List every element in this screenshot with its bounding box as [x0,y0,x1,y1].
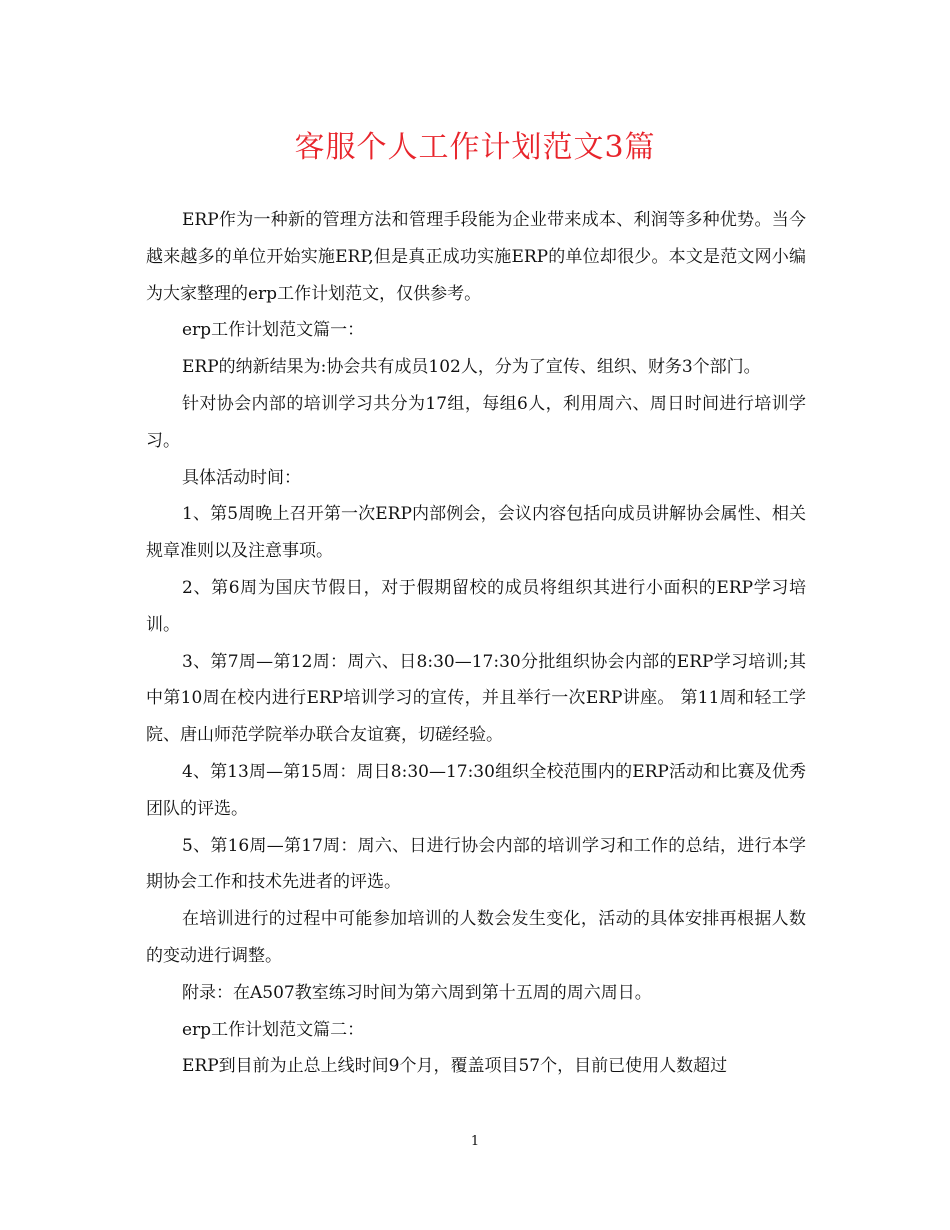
paragraph-membership: ERP的纳新结果为:协会共有成员102人，分为了宣传、组织、财务3个部门。 [182,357,761,378]
list-item-week-13-15: 4、第13周—第15周：周日8:30—17:30组织全校范围内的ERP活动和比赛及优秀团队的评选。 [146,761,806,819]
document-title: 客服个人工作计划范文3篇 [294,130,656,165]
list-item-week-6: 2、第6周为国庆节假日，对于假期留校的成员将组织其进行小面积的ERP学习培训。 [146,577,806,635]
paragraph-appendix: 附录：在A507教室练习时间为第六周到第十五周的周六周日。 [182,982,652,1003]
section-heading-one: erp工作计划范文篇一： [182,320,365,341]
paragraph-adjustment: 在培训进行的过程中可能参加培训的人数会发生变化，活动的具体安排再根据人数的变动进行调整。 [146,909,806,966]
paragraph-schedule-heading: 具体活动时间： [182,467,301,488]
list-item-week-7-12: 3、第7周—第12周：周六、日8:30—17:30分批组织协会内部的ERP学习培训;其中第10周在校内进行ERP培训学习的宣传，并且举行一次ERP讲座。 第11周和轻工学院、唐山师范学院举办联合友谊赛，切磋经验。 [146,651,806,746]
page-number: 1 [470,1134,480,1149]
list-item-week-5: 1、第5周晚上召开第一次ERP内部例会，会议内容包括向成员讲解协会属性、相关规章准则以及注意事项。 [146,504,806,562]
section-heading-two: erp工作计划范文篇二： [182,1019,365,1040]
paragraph-intro: ERP作为一种新的管理方法和管理手段能为企业带来成本、利润等多种优势。当今越来越多的单位开始实施ERP,但是真正成功实施ERP的单位却很少。本文是范文网小编为大家整理的erp工作计划范文，仅供参考。 [146,210,806,304]
paragraph-erp-status: ERP到目前为止总上线时间9个月，覆盖项目57个，目前已使用人数超过 [182,1056,728,1077]
paragraph-training-groups: 针对协会内部的培训学习共分为17组，每组6人，利用周六、周日时间进行培训学习。 [146,393,806,451]
list-item-week-16-17: 5、第16周—第17周：周六、日进行协会内部的培训学习和工作的总结，进行本学期协会工作和技术先进者的评选。 [146,835,806,893]
document-body [146,202,806,1085]
